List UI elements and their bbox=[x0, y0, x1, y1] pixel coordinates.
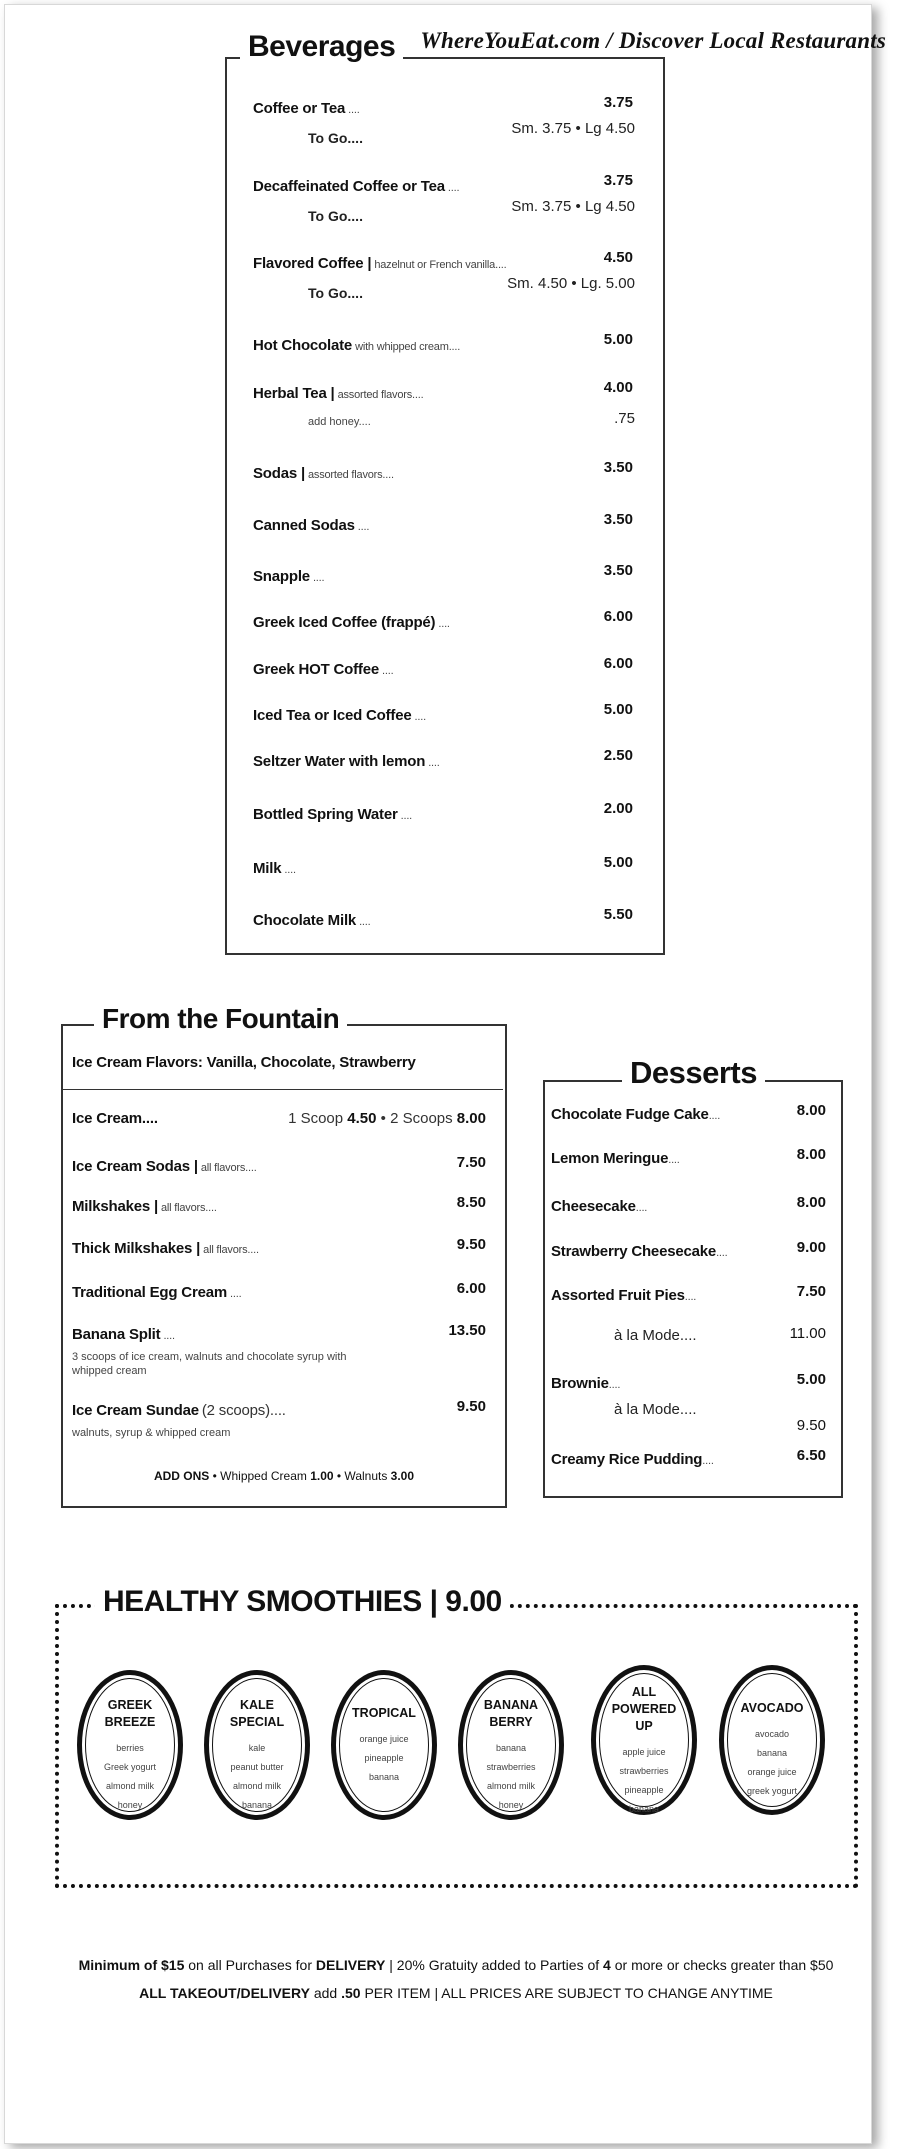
dessert-price: 8.00 bbox=[796, 1194, 826, 1211]
beverage-name: Greek Iced Coffee (frappé) bbox=[253, 614, 436, 631]
beverage-to-go: To Go.... bbox=[308, 208, 363, 224]
smoothie-ingredient: peanut butter bbox=[230, 1762, 284, 1772]
smoothie-name: TROPICAL bbox=[352, 1706, 416, 1720]
smoothie-card bbox=[458, 1670, 564, 1820]
footer-l2-b: add bbox=[309, 1985, 342, 2001]
beverage-item bbox=[253, 753, 440, 770]
smoothie-ingredient: banana bbox=[495, 1743, 527, 1753]
smoothie-card bbox=[204, 1670, 310, 1820]
beverage-item bbox=[253, 568, 324, 585]
fountain-item-desc: all flavors.... bbox=[161, 1202, 217, 1214]
smoothie-ingredient: avocado bbox=[754, 1729, 790, 1739]
beverage-item bbox=[253, 614, 450, 631]
beverage-dots: .... bbox=[359, 916, 371, 928]
dessert-a-la-mode-price: 11.00 bbox=[789, 1325, 826, 1342]
smoothie-card bbox=[77, 1670, 183, 1820]
footer-l2-d: PER ITEM | ALL PRICES ARE SUBJECT TO CHANGE ANYTIME bbox=[360, 1985, 773, 2001]
smoothie-name: KALE SPECIAL bbox=[229, 1698, 285, 1729]
beverage-name: Flavored Coffee | bbox=[253, 255, 372, 272]
price-two-scoops: 8.00 bbox=[456, 1110, 486, 1127]
beverage-dots: .... bbox=[414, 711, 426, 723]
beverage-name: Greek HOT Coffee bbox=[253, 661, 379, 678]
dessert-price: 7.50 bbox=[796, 1283, 826, 1300]
smoothies-title: HEALTHY SMOOTHIES | 9.00 bbox=[95, 1585, 510, 1619]
fountain-item bbox=[72, 1110, 161, 1127]
fountain-item-price: 7.50 bbox=[456, 1154, 486, 1171]
beverage-item bbox=[253, 912, 371, 929]
beverage-name: Coffee or Tea bbox=[253, 100, 346, 117]
dessert-dots: .... bbox=[684, 1291, 697, 1303]
footer-l2-a: ALL TAKEOUT/DELIVERY bbox=[139, 1985, 310, 2001]
smoothie-ingredients bbox=[463, 1739, 559, 1815]
smoothie-name: ALL POWERED UP bbox=[611, 1685, 677, 1733]
desserts-title: Desserts bbox=[622, 1055, 765, 1091]
beverage-dots: .... bbox=[348, 104, 360, 116]
fountain-item-name: Ice Cream Sundae bbox=[72, 1402, 199, 1419]
fountain-divider bbox=[63, 1089, 503, 1090]
beverage-addon-price: .75 bbox=[614, 410, 635, 427]
dessert-item bbox=[551, 1106, 720, 1123]
fountain-item bbox=[72, 1240, 259, 1257]
beverage-price: 4.00 bbox=[603, 379, 633, 396]
addons-text-1: • Whipped Cream bbox=[209, 1469, 311, 1483]
beverage-name: Bottled Spring Water bbox=[253, 806, 398, 823]
dessert-price: 8.00 bbox=[796, 1146, 826, 1163]
smoothie-ingredient: Greek yogurt bbox=[103, 1762, 157, 1772]
smoothie-ingredient: pineapple bbox=[624, 1785, 664, 1795]
footer-line-1 bbox=[0, 1957, 912, 1973]
fountain-item-price: 13.50 bbox=[448, 1322, 486, 1339]
dessert-name: Creamy Rice Pudding bbox=[551, 1451, 703, 1468]
smoothie-ingredient: berries bbox=[116, 1743, 144, 1753]
beverage-to-go-price: Sm. 3.75 • Lg 4.50 bbox=[511, 120, 635, 137]
beverage-to-go: To Go.... bbox=[308, 285, 363, 301]
smoothie-card bbox=[719, 1665, 825, 1815]
beverage-item bbox=[253, 178, 459, 195]
smoothie-ingredient: strawberries bbox=[619, 1766, 669, 1776]
footer-l1-g: or more or checks greater than $50 bbox=[610, 1957, 834, 1973]
footer-line-2 bbox=[0, 1985, 912, 2001]
smoothie-ingredient: banana bbox=[241, 1800, 273, 1810]
dessert-dots: .... bbox=[635, 1202, 648, 1214]
dessert-name: Brownie bbox=[551, 1375, 609, 1392]
fountain-item-price bbox=[288, 1110, 486, 1127]
smoothie-name: GREEK BREEZE bbox=[104, 1698, 156, 1729]
beverage-price: 3.50 bbox=[603, 459, 633, 476]
beverage-to-go: To Go.... bbox=[308, 130, 363, 146]
beverage-price: 3.75 bbox=[603, 94, 633, 111]
addons-price-2: 3.00 bbox=[390, 1469, 415, 1483]
beverage-price: 3.50 bbox=[603, 511, 633, 528]
beverage-price: 2.50 bbox=[603, 747, 633, 764]
dessert-name: Lemon Meringue bbox=[551, 1150, 669, 1167]
fountain-item-name: Banana Split bbox=[72, 1326, 161, 1343]
beverage-item bbox=[253, 100, 360, 117]
smoothie-ingredient: kale bbox=[248, 1743, 266, 1753]
beverage-name: Chocolate Milk bbox=[253, 912, 357, 929]
dessert-item bbox=[551, 1150, 680, 1167]
dessert-price: 6.50 bbox=[796, 1447, 826, 1464]
dessert-item bbox=[551, 1287, 696, 1304]
beverage-price: 5.00 bbox=[603, 331, 633, 348]
beverage-dots: .... bbox=[382, 665, 394, 677]
smoothie-ingredient: greek yogurt bbox=[746, 1786, 798, 1796]
addons-text-2: • Walnuts bbox=[333, 1469, 391, 1483]
addons-label: ADD ONS bbox=[153, 1469, 210, 1483]
footer-l2-c: .50 bbox=[341, 1985, 361, 2001]
dessert-name: Strawberry Cheesecake bbox=[551, 1243, 717, 1260]
beverage-item bbox=[253, 806, 412, 823]
fountain-title: From the Fountain bbox=[94, 1003, 347, 1035]
beverage-item bbox=[253, 385, 423, 402]
dessert-dots: .... bbox=[702, 1455, 714, 1467]
beverage-name: Decaffeinated Coffee or Tea bbox=[253, 178, 445, 195]
smoothie-card bbox=[591, 1665, 697, 1815]
beverage-name: Snapple bbox=[253, 568, 310, 585]
beverage-price: 3.50 bbox=[603, 562, 633, 579]
beverage-desc: assorted flavors.... bbox=[307, 469, 394, 481]
fountain-item-name: Traditional Egg Cream bbox=[72, 1284, 227, 1301]
beverage-dots: .... bbox=[428, 757, 440, 769]
smoothie-ingredient: apple juice bbox=[622, 1747, 666, 1757]
smoothie-ingredient: banana bbox=[756, 1748, 788, 1758]
fountain-item-note: 3 scoops of ice cream, walnuts and chocolate syrup with whipped cream bbox=[72, 1351, 347, 1377]
fountain-item-price: 6.00 bbox=[456, 1280, 486, 1297]
beverage-dots: .... bbox=[447, 182, 460, 194]
beverage-item bbox=[253, 661, 393, 678]
beverage-price: 5.50 bbox=[603, 906, 633, 923]
dessert-dots: .... bbox=[608, 1379, 621, 1391]
smoothie-ingredients bbox=[82, 1739, 178, 1815]
beverage-price: 5.00 bbox=[603, 701, 633, 718]
smoothie-name: BANANA BERRY bbox=[483, 1698, 539, 1729]
price-mid: • 2 Scoops bbox=[376, 1110, 457, 1127]
beverage-desc: hazelnut or French vanilla.... bbox=[374, 259, 507, 271]
beverage-desc: with whipped cream.... bbox=[355, 341, 461, 353]
beverage-name: Iced Tea or Iced Coffee bbox=[253, 707, 412, 724]
fountain-item bbox=[72, 1284, 241, 1301]
beverage-item bbox=[253, 707, 426, 724]
smoothie-ingredient: almond milk bbox=[105, 1781, 154, 1791]
dessert-name: Cheesecake bbox=[551, 1198, 636, 1215]
smoothie-ingredient: strawberries bbox=[486, 1762, 536, 1772]
fountain-item-desc: .... bbox=[230, 1288, 242, 1300]
footer-l1-c: on all Purchases for bbox=[184, 1957, 316, 1973]
beverage-price: 4.50 bbox=[603, 249, 633, 266]
beverage-name: Sodas | bbox=[253, 465, 305, 482]
fountain-flavors: Ice Cream Flavors: Vanilla, Chocolate, Strawberry bbox=[72, 1054, 416, 1071]
fountain-item-desc: (2 scoops).... bbox=[201, 1402, 286, 1419]
beverage-price: 6.00 bbox=[603, 608, 633, 625]
dessert-a-la-mode-price: 9.50 bbox=[796, 1417, 826, 1434]
footer-l1-f: 4 bbox=[603, 1957, 611, 1973]
beverage-price: 3.75 bbox=[603, 172, 633, 189]
smoothie-ingredient: honey bbox=[117, 1800, 143, 1810]
footer-l1-a: Minimum of bbox=[78, 1957, 162, 1973]
smoothie-ingredient: orange juice bbox=[747, 1767, 797, 1777]
beverage-name: Canned Sodas bbox=[253, 517, 355, 534]
fountain-item-price: 9.50 bbox=[456, 1236, 486, 1253]
beverage-name: Herbal Tea | bbox=[253, 385, 335, 402]
smoothie-ingredient: orange juice bbox=[359, 1734, 409, 1744]
beverage-name: Seltzer Water with lemon bbox=[253, 753, 426, 770]
fountain-item-price: 9.50 bbox=[456, 1398, 486, 1415]
fountain-item-price: 8.50 bbox=[456, 1194, 486, 1211]
dessert-a-la-mode: à la Mode.... bbox=[614, 1401, 697, 1418]
addons-price-1: 1.00 bbox=[310, 1469, 334, 1483]
fountain-item-note: walnuts, syrup & whipped cream bbox=[72, 1427, 231, 1439]
fountain-item bbox=[72, 1402, 286, 1419]
footer-l1-e: | 20% Gratuity added to Parties of bbox=[385, 1957, 604, 1973]
beverage-price: 6.00 bbox=[603, 655, 633, 672]
footer-l1-b: $15 bbox=[161, 1957, 185, 1973]
price-pre: 1 Scoop bbox=[288, 1110, 348, 1127]
beverage-dots: .... bbox=[312, 572, 325, 584]
beverage-name: Hot Chocolate bbox=[253, 337, 353, 354]
smoothie-ingredient: honey bbox=[498, 1800, 524, 1810]
smoothie-ingredients bbox=[724, 1725, 820, 1801]
dessert-item bbox=[551, 1451, 714, 1468]
smoothie-ingredient: almond milk bbox=[232, 1781, 281, 1791]
price-one-scoop: 4.50 bbox=[347, 1110, 377, 1127]
beverage-desc: assorted flavors.... bbox=[337, 389, 424, 401]
fountain-item bbox=[72, 1326, 175, 1343]
smoothie-ingredient: almond milk bbox=[486, 1781, 535, 1791]
beverage-item bbox=[253, 517, 369, 534]
smoothie-ingredient: pineapple bbox=[364, 1753, 404, 1763]
smoothie-ingredient: banana bbox=[368, 1772, 400, 1782]
beverage-dots: .... bbox=[284, 864, 296, 876]
beverage-to-go-price: Sm. 3.75 • Lg 4.50 bbox=[511, 198, 635, 215]
beverage-price: 5.00 bbox=[603, 854, 633, 871]
dessert-name: Assorted Fruit Pies bbox=[551, 1287, 685, 1304]
beverage-item bbox=[253, 465, 394, 482]
fountain-item-desc: all flavors.... bbox=[203, 1244, 259, 1256]
beverage-item bbox=[253, 860, 296, 877]
dessert-dots: .... bbox=[708, 1110, 721, 1122]
fountain-item-name: Milkshakes | bbox=[72, 1198, 159, 1215]
fountain-item bbox=[72, 1158, 257, 1175]
smoothie-ingredient: banana bbox=[628, 1804, 660, 1814]
beverages-title: Beverages bbox=[240, 30, 403, 64]
beverage-dots: .... bbox=[357, 521, 370, 533]
fountain-addons bbox=[63, 1469, 505, 1483]
beverage-addon: add honey.... bbox=[308, 416, 371, 428]
beverage-name: Milk bbox=[253, 860, 282, 877]
fountain-item-name: Thick Milkshakes | bbox=[72, 1240, 201, 1257]
dessert-dots: .... bbox=[668, 1154, 680, 1166]
smoothie-ingredients bbox=[336, 1730, 432, 1787]
footer-l1-d: DELIVERY bbox=[315, 1957, 386, 1973]
fountain-item-name: Ice Cream.... bbox=[72, 1110, 158, 1127]
beverage-item bbox=[253, 255, 507, 272]
beverage-dots: .... bbox=[400, 810, 413, 822]
dessert-price: 9.00 bbox=[796, 1239, 826, 1256]
dessert-dots: .... bbox=[716, 1247, 728, 1259]
dessert-price: 5.00 bbox=[796, 1371, 826, 1388]
dessert-a-la-mode: à la Mode.... bbox=[614, 1327, 697, 1344]
dessert-price: 8.00 bbox=[796, 1102, 826, 1119]
fountain-item-desc: all flavors.... bbox=[200, 1162, 257, 1174]
dessert-item bbox=[551, 1243, 728, 1260]
dessert-name: Chocolate Fudge Cake bbox=[551, 1106, 709, 1123]
beverage-dots: .... bbox=[438, 618, 450, 630]
smoothie-ingredients bbox=[209, 1739, 305, 1815]
smoothie-name: AVOCADO bbox=[740, 1701, 804, 1715]
dessert-item bbox=[551, 1375, 620, 1392]
beverage-to-go-price: Sm. 4.50 • Lg. 5.00 bbox=[507, 275, 635, 292]
fountain-item-desc: .... bbox=[163, 1330, 175, 1342]
smoothie-card bbox=[331, 1670, 437, 1820]
beverage-price: 2.00 bbox=[603, 800, 633, 817]
beverage-item bbox=[253, 337, 460, 354]
site-watermark: WhereYouEat.com / Discover Local Restaurants bbox=[420, 28, 886, 53]
fountain-item-name: Ice Cream Sodas | bbox=[72, 1158, 198, 1175]
smoothie-ingredients bbox=[596, 1743, 692, 1819]
dessert-item bbox=[551, 1198, 647, 1215]
fountain-item bbox=[72, 1198, 217, 1215]
